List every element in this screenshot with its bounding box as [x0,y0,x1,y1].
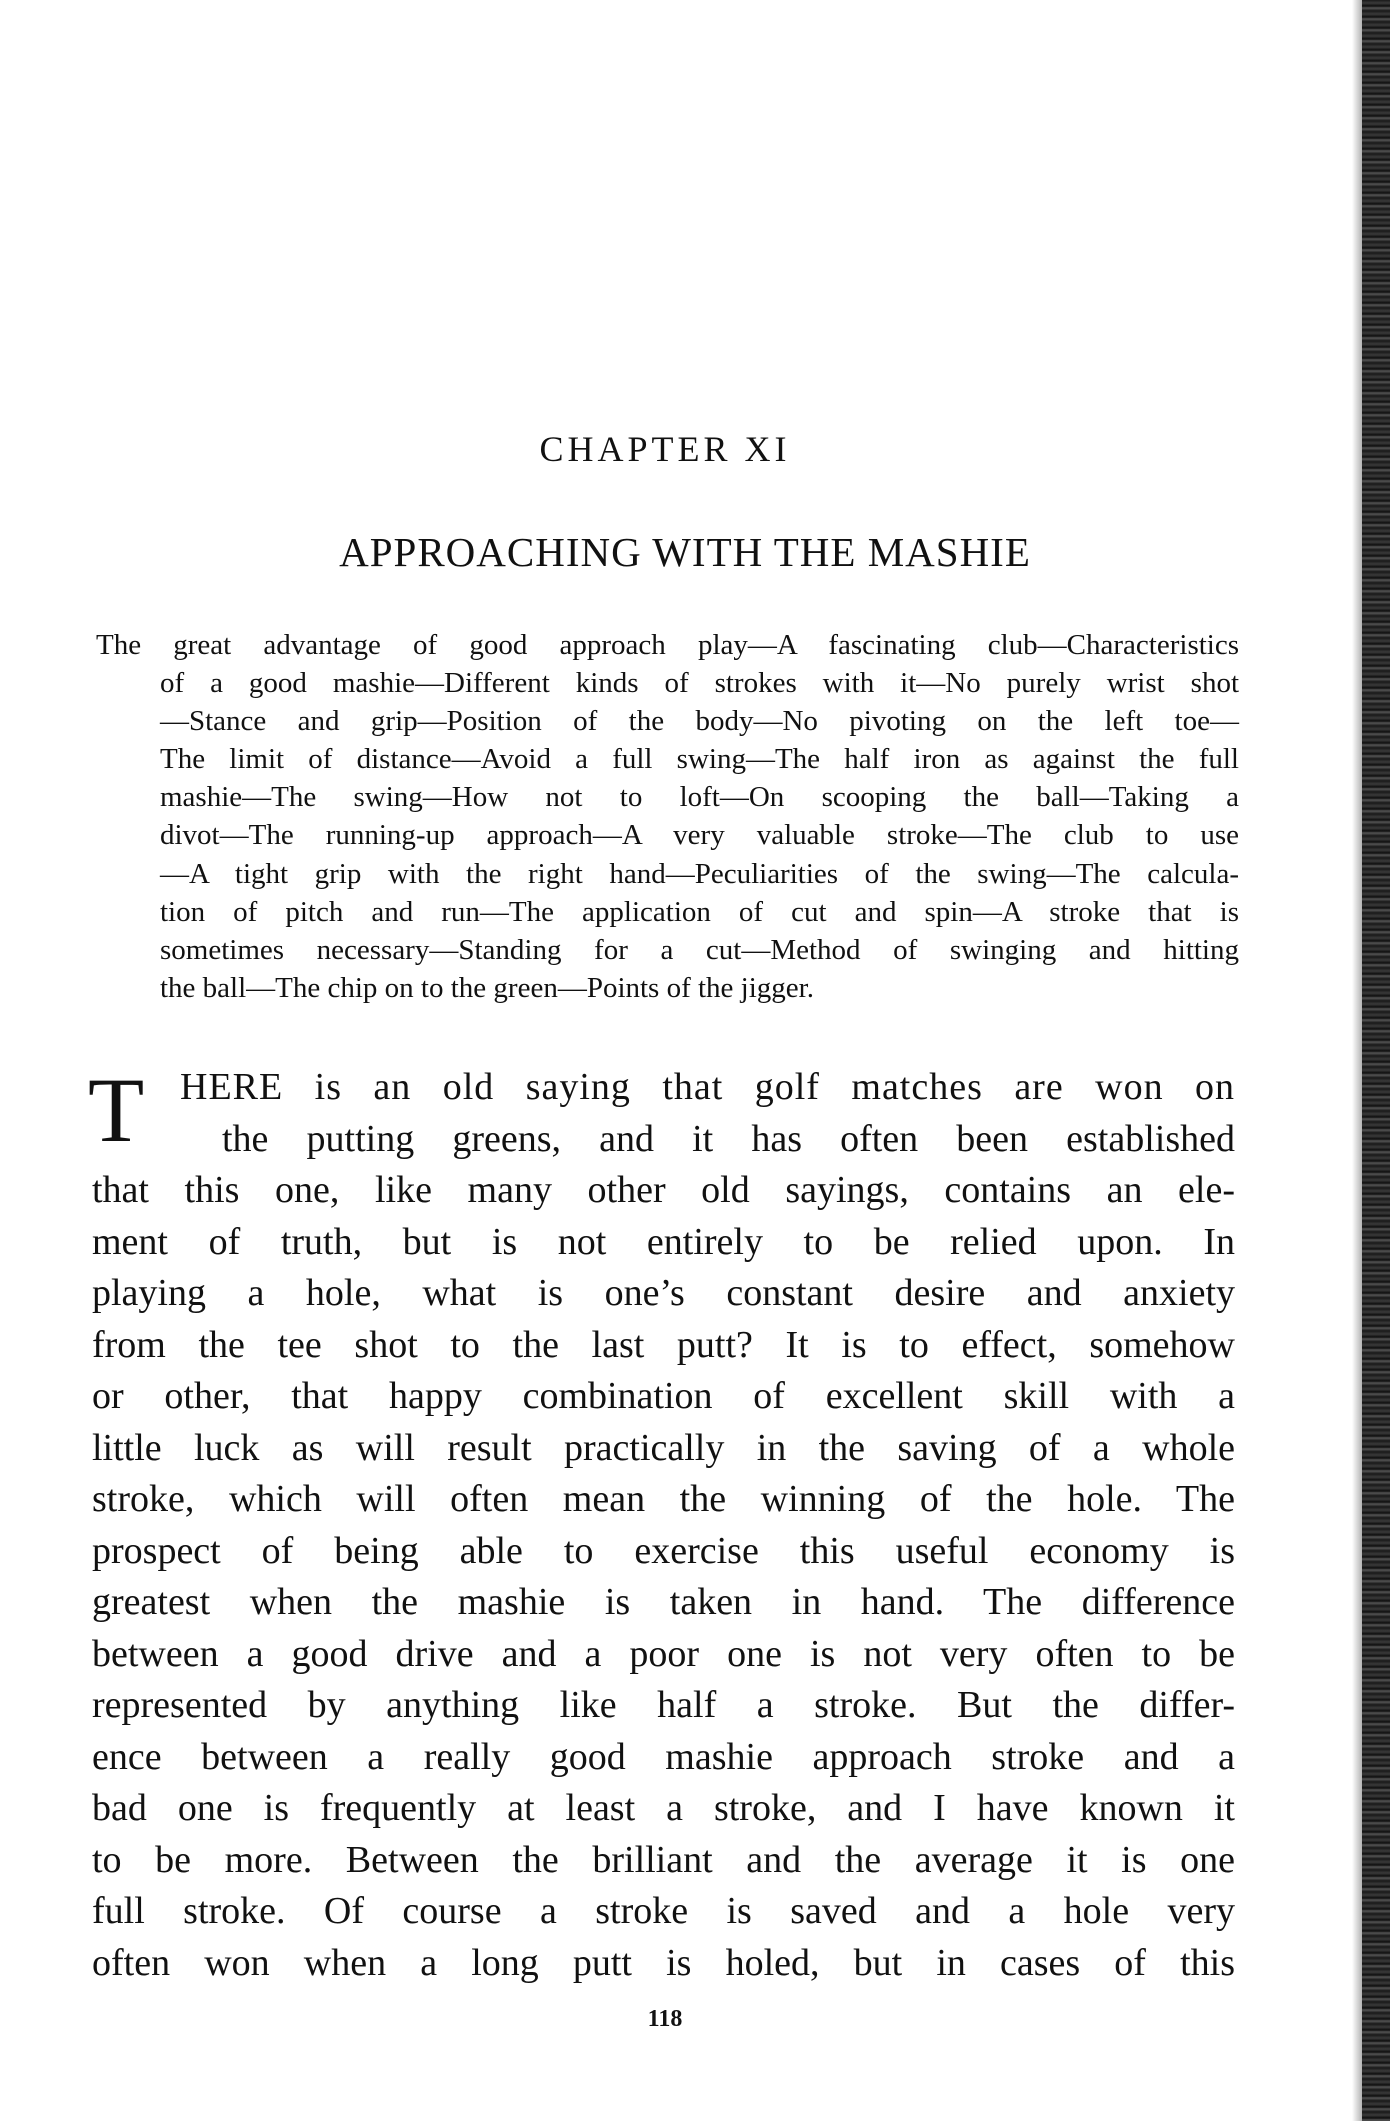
body-paragraph [92,1062,1235,1989]
drop-cap: T [88,1059,145,1161]
chapter-number: CHAPTER XI [539,429,791,469]
body-line: ence between a really good mashie approach stroke and a [92,1735,1235,1778]
body-line: little luck as will result practically in the saving of a whole [92,1426,1235,1469]
page-number: 118 [647,2006,683,2032]
body-line: or other, that happy combination of excellent skill with a [92,1375,1235,1417]
body-line: playing a hole, what is one’s constant desire and anxiety [92,1272,1235,1314]
synopsis-line: tion of pitch and run—The application of cut and spin—A stroke that is [160,895,1239,928]
body-line: full stroke. Of course a stroke is saved and a hole very [92,1890,1235,1932]
book-spine-edge [1362,0,1390,2121]
body-line: bad one is frequently at least a stroke, and I have known it [92,1787,1235,1829]
body-line: that this one, like many other old sayings, contains an ele- [92,1169,1235,1211]
synopsis-line: —Stance and grip—Position of the body—No pivoting on the left toe— [160,705,1239,738]
body-line: represented by anything like half a stroke. But the differ- [92,1684,1235,1726]
synopsis-line: The great advantage of good approach play—A fascinating club—Characteristics [96,629,1239,661]
body-line: to be more. Between the brilliant and the average it is one [92,1838,1235,1881]
synopsis-line: mashie—The swing—How not to loft—On scooping the ball—Taking a [160,781,1239,814]
page-shadow [1352,0,1362,2121]
body-line: often won when a long putt is holed, but in cases of this [92,1941,1235,1984]
body-line: ment of truth, but is not entirely to be relied upon. In [92,1220,1235,1263]
chapter-synopsis [96,626,1239,1007]
body-line: stroke, which will often mean the winning of the hole. The [92,1478,1235,1520]
body-line: greatest when the mashie is taken in hand. The difference [92,1581,1235,1623]
synopsis-line: of a good mashie—Different kinds of strokes with it—No purely wrist shot [160,667,1239,700]
chapter-title: APPROACHING WITH THE MASHIE [339,529,1031,575]
synopsis-line: divot—The running-up approach—A very valuable stroke—The club to use [160,819,1239,852]
synopsis-line: —A tight grip with the right hand—Peculiarities of the swing—The calcula- [160,857,1239,890]
body-line: HERE is an old saying that golf matches are won on [180,1066,1235,1108]
body-line: the putting greens, and it has often been established [222,1117,1235,1160]
synopsis-line: sometimes necessary—Standing for a cut—Method of swinging and hitting [160,933,1239,966]
body-line: from the tee shot to the last putt? It is to effect, somehow [92,1323,1235,1366]
body-line: between a good drive and a poor one is not very often to be [92,1632,1235,1675]
synopsis-line: the ball—The chip on to the green—Points of the jigger. [160,971,814,1004]
synopsis-line: The limit of distance—Avoid a full swing—The half iron as against the full [160,743,1239,776]
body-line: prospect of being able to exercise this useful economy is [92,1529,1235,1572]
